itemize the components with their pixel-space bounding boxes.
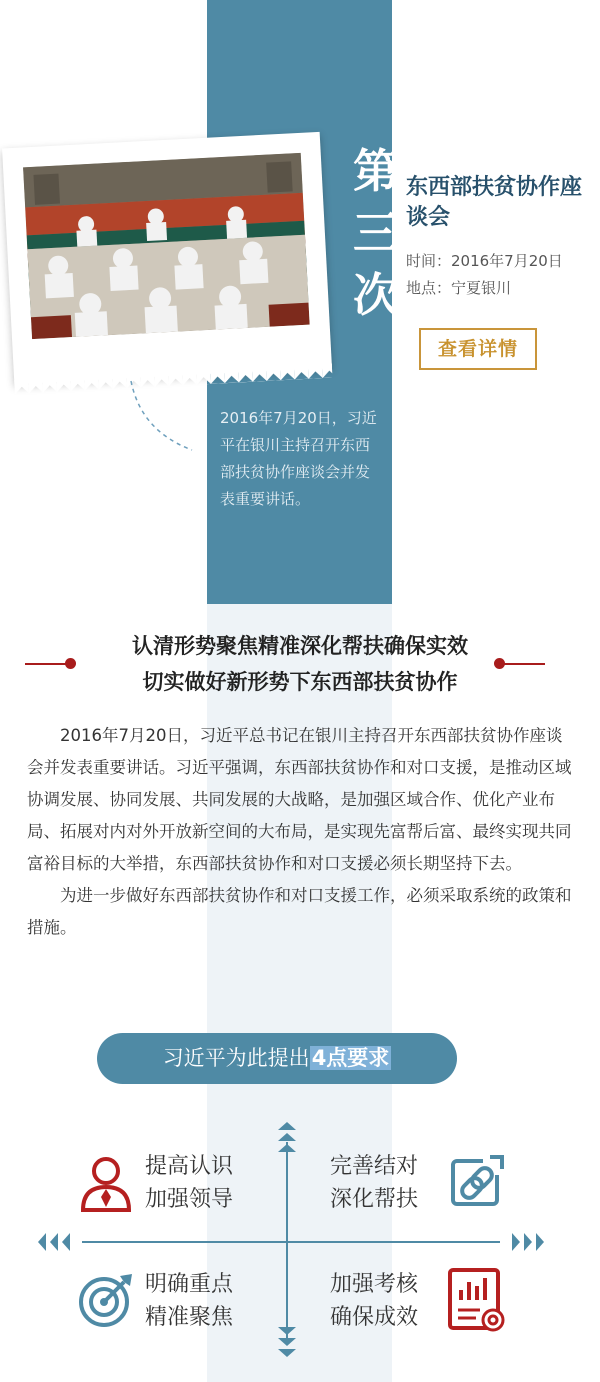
meeting-time: 时间：2016年7月20日 [406, 252, 563, 270]
title-char-3: 次 [353, 268, 399, 322]
heading-line-1: 认清形势聚焦精准深化帮扶确保实效 [132, 633, 468, 658]
requirements-pill [97, 1033, 457, 1084]
session-number-title [346, 140, 406, 326]
leader-icon [80, 1155, 132, 1213]
article-body [27, 720, 575, 944]
requirement-3-line2: 精准聚焦 [145, 1305, 234, 1330]
requirement-1-line2: 加强领导 [145, 1187, 234, 1212]
report-icon [448, 1268, 506, 1332]
dashed-connector [126, 376, 196, 456]
meeting-place: 地点：宁夏银川 [406, 279, 512, 297]
arrow-down-icon [278, 1327, 296, 1363]
article-heading [0, 628, 600, 700]
meeting-photo [23, 153, 310, 339]
target-icon [78, 1272, 134, 1328]
requirement-3 [145, 1268, 233, 1334]
requirement-4-line2: 确保成效 [330, 1305, 419, 1330]
requirement-2-line2: 深化帮扶 [330, 1187, 419, 1212]
requirement-1-line1: 提高认识 [145, 1154, 234, 1179]
requirement-2 [330, 1150, 418, 1216]
requirement-4-line1: 加强考核 [330, 1272, 419, 1297]
paragraph-1: 2016年7月20日，习近平总书记在银川主持召开东西部扶贫协作座谈会并发表重要讲话。习近平强调，东西部扶贫协作和对口支援，是推动区域协调发展、协同发展、共同发展的大战略，是加强区域合作、优化产业布局、拓展对内对外开放新空间的大布局，是实现先富帮后富、最终实现共同富裕目标的大举措，东西部扶贫协作和对口支援必须长期坚持下去。 [27, 726, 572, 873]
title-char-1: 第 [353, 144, 399, 198]
requirement-4 [330, 1268, 418, 1334]
paragraph-2: 为进一步做好东西部扶贫协作和对口支援工作，必须采取系统的政策和措施。 [27, 886, 572, 937]
view-details-button[interactable]: 查看详情 [419, 328, 537, 370]
requirement-3-line1: 明确重点 [145, 1272, 234, 1297]
horizontal-axis [82, 1241, 500, 1243]
photo-caption: 2016年7月20日，习近平在银川主持召开东西部扶贫协作座谈会并发表重要讲话。 [220, 409, 377, 508]
meeting-title: 东西部扶贫协作座谈会 [406, 174, 583, 230]
arrow-up-icon [278, 1122, 296, 1162]
heading-line-2: 切实做好新形势下东西部扶贫协作 [142, 669, 458, 694]
requirement-1 [145, 1150, 233, 1216]
title-char-2: 三 [353, 206, 399, 260]
requirement-2-line1: 完善结对 [330, 1154, 419, 1179]
arrow-right-icon [504, 1233, 544, 1251]
pill-highlight: 4点要求 [311, 1046, 390, 1070]
pill-prefix: 习近平为此提出 [162, 1046, 310, 1070]
meeting-photo-illustration [23, 153, 310, 339]
arrow-left-icon [38, 1233, 78, 1251]
meeting-photo-frame [2, 132, 332, 384]
link-icon [450, 1153, 504, 1207]
